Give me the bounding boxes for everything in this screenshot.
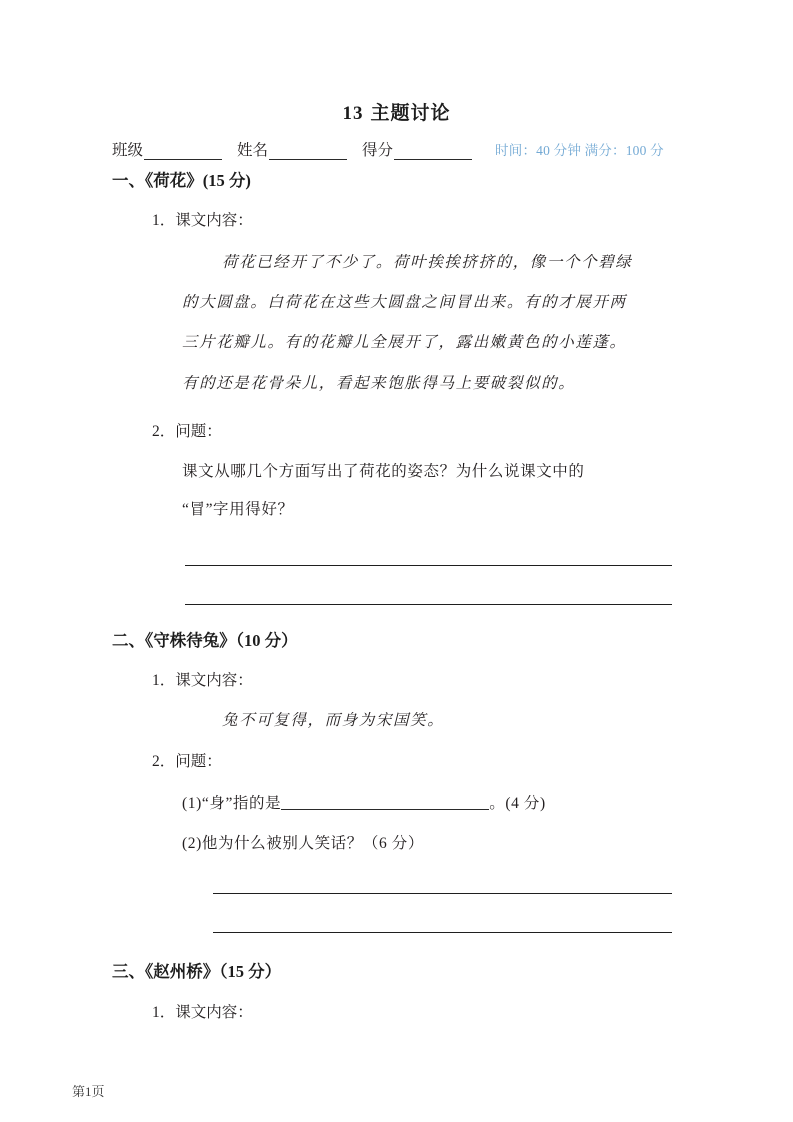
name-label: 姓名	[237, 142, 269, 159]
score-field	[362, 138, 473, 160]
page-title	[0, 98, 793, 125]
section-2-sub-item-2: 2．问题：	[152, 753, 222, 770]
score-label: 得分	[362, 142, 394, 159]
exam-meta-info: 时间：40 分钟 满分：100 分	[495, 143, 664, 158]
section-1-sub-item-2: 2．问题：	[152, 423, 222, 440]
section-2-question-2: (2)他为什么被别人笑话？（6 分）	[182, 835, 424, 852]
section-1-passage-line-1: 荷花已经开了不少了。荷叶挨挨挤挤的，像一个个碧绿	[222, 254, 633, 271]
section-2-sub-item-1: 1．课文内容：	[152, 672, 253, 689]
section-heading-3: 三、《赵州桥》（15 分）	[112, 962, 282, 981]
section-2-question-1	[182, 791, 546, 813]
section-heading-2: 二、《守株待兔》（10 分）	[112, 631, 298, 650]
section-1-question-line-2: “冒”字用得好？	[182, 501, 294, 518]
section-1-passage-line-4: 有的还是花骨朵儿，看起来饱胀得马上要破裂似的。	[182, 375, 576, 392]
class-label: 班级	[112, 142, 144, 159]
section-3-sub-item-1: 1．课文内容：	[152, 1004, 253, 1021]
section-1-answer-rule-1[interactable]	[185, 565, 672, 566]
section-1-question-line-1: 课文从哪几个方面写出了荷花的姿态？为什么说课文中的	[182, 463, 585, 480]
section-2-question-1-suffix: 。(4 分)	[489, 795, 546, 812]
section-2-question-1-prefix: (1)“身”指的是	[182, 795, 282, 812]
page-title-text: 主题讨论	[370, 103, 451, 124]
section-1-sub-item-1: 1．课文内容：	[152, 212, 253, 229]
class-input-rule[interactable]	[144, 145, 222, 160]
section-2-passage-line-1: 兔不可复得，而身为宋国笑。	[222, 712, 445, 729]
section-2-answer-rule-1[interactable]	[213, 893, 672, 894]
section-1-passage-line-3: 三片花瓣儿。有的花瓣儿全展开了，露出嫩黄色的小莲蓬。	[182, 334, 627, 351]
name-input-rule[interactable]	[269, 145, 347, 160]
section-heading-1: 一、《荷花》(15 分)	[112, 171, 251, 190]
student-info-row	[112, 138, 692, 160]
score-input-rule[interactable]	[394, 145, 472, 160]
page-title-number: 13	[342, 103, 364, 124]
class-field	[112, 138, 223, 160]
section-1-answer-rule-2[interactable]	[185, 604, 672, 605]
section-2-question-1-blank[interactable]	[281, 796, 489, 810]
name-field	[237, 138, 348, 160]
section-1-passage-line-2: 的大圆盘。白荷花在这些大圆盘之间冒出来。有的才展开两	[182, 294, 627, 311]
page-footer: 第1页	[72, 1084, 105, 1099]
section-2-answer-rule-2[interactable]	[213, 932, 672, 933]
